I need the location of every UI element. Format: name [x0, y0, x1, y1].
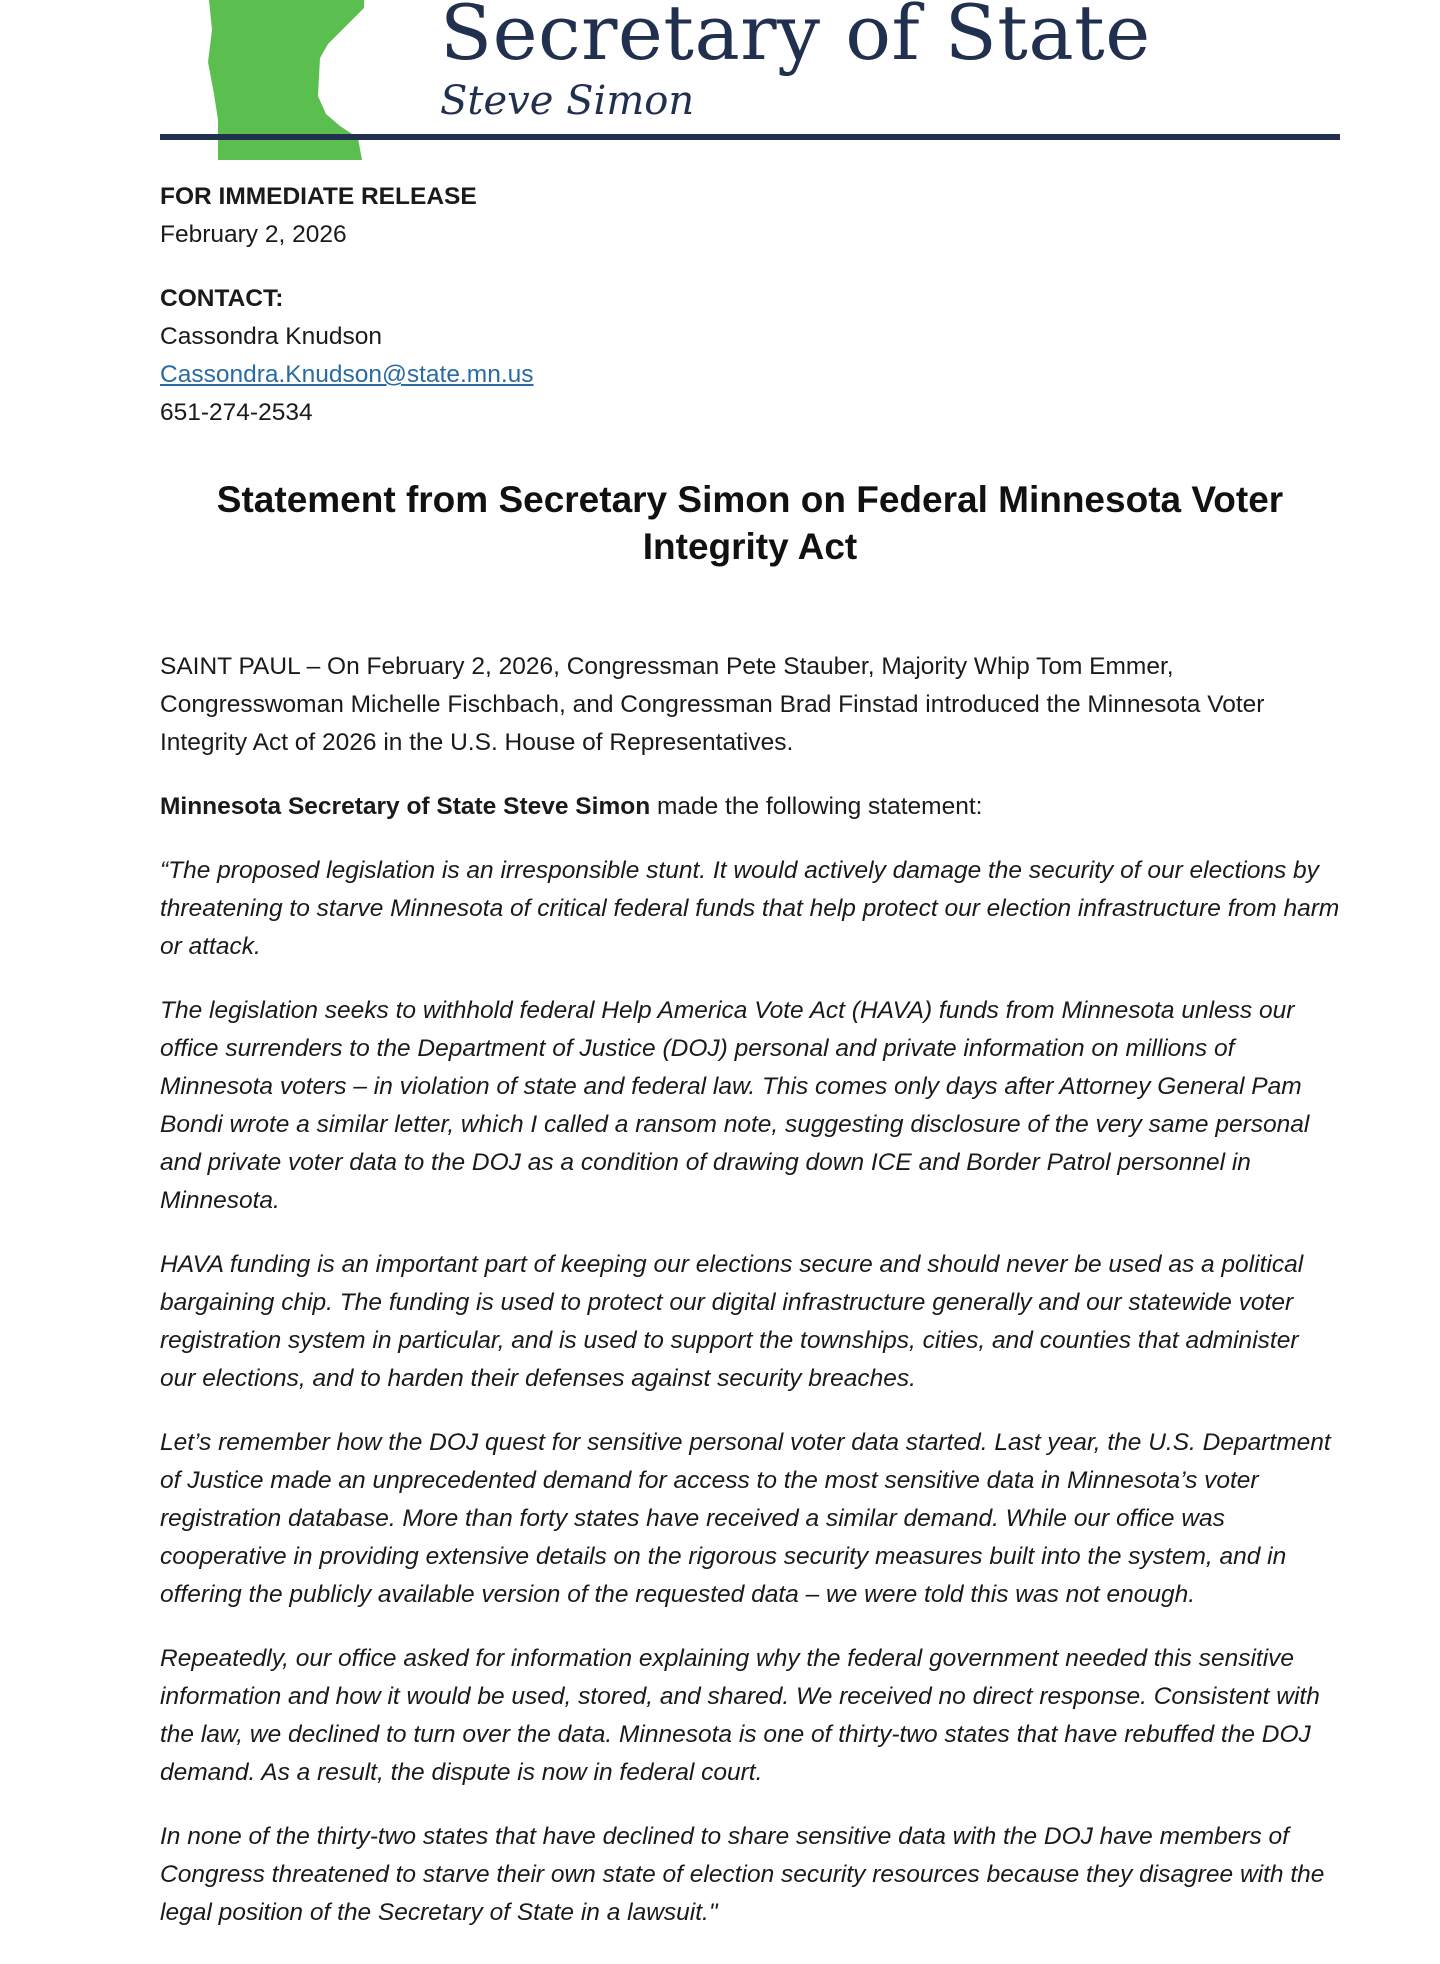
headline: Statement from Secretary Simon on Federal Minnesota Voter Integrity Act	[216, 479, 1284, 567]
quote-paragraph: Repeatedly, our office asked for information explaining why the federal government needed this sensitive information and how it would be used, stored, and shared. We received no direct response. Consistent with the law, we declined to turn over the data. Minnesota is one of thirty-two states that have rebuffed the DOJ demand. As a result, the dispute is now in federal court.	[160, 1645, 1320, 1786]
contact-label: CONTACT:	[160, 285, 284, 312]
quote-paragraph: “The proposed legislation is an irresponsible stunt. It would actively damage the security of our elections by threatening to starve Minnesota of critical federal funds that help protect our election infrastructure from harm or attack.	[160, 857, 1340, 960]
contact-email-link[interactable]: Cassondra.Knudson@state.mn.us	[160, 361, 534, 388]
contact-phone: 651-274-2534	[160, 399, 313, 426]
speaker-line	[160, 788, 1340, 826]
letterhead-title: Secretary of State	[440, 0, 1151, 77]
quote-paragraph: The legislation seeks to withhold federal Help America Vote Act (HAVA) funds from Minnesota unless our office surrenders to the Department of Justice (DOJ) personal and private information on millions of Minnesota voters – in violation of state and federal law. This comes only days after Attorney General Pam Bondi wrote a similar letter, which I called a ransom note, suggesting disclosure of the very same personal and private voter data to the DOJ as a condition of drawing down ICE and Border Patrol personnel in Minnesota.	[160, 997, 1310, 1214]
quote-paragraph: In none of the thirty-two states that have declined to share sensitive data with the DOJ have members of Congress threatened to starve their own state of election security resources because they disagree with the legal position of the Secretary of State in a lawsuit."	[160, 1823, 1325, 1926]
intro-paragraph: SAINT PAUL – On February 2, 2026, Congressman Pete Stauber, Majority Whip Tom Emmer, Congresswoman Michelle Fischbach, and Congressman Brad Finstad introduced the Minnesota Voter Integrity Act of 2026 in the U.S. House of Representatives.	[160, 653, 1265, 756]
header-divider	[160, 134, 1340, 140]
speaker-suffix: made the following statement:	[650, 793, 983, 820]
letterhead	[160, 0, 1340, 160]
quote-paragraph: Let’s remember how the DOJ quest for sensitive personal voter data started. Last year, the U.S. Department of Justice made an unprecedented demand for access to the most sensitive data in Minnesota’s voter registration database. More than forty states have received a similar demand. While our office was cooperative in providing extensive details on the rigorous security measures built into the system, and in offering the publicly available version of the requested data – we were told this was not enough.	[160, 1429, 1331, 1608]
release-label: FOR IMMEDIATE RELEASE	[160, 183, 477, 210]
quote-paragraph: HAVA funding is an important part of keeping our elections secure and should never be used as a political bargaining chip. The funding is used to protect our digital infrastructure generally and our statewide voter registration system in particular, and is used to support the townships, cities, and counties that administer our elections, and to harden their defenses against security breaches.	[160, 1251, 1304, 1392]
speaker-name: Minnesota Secretary of State Steve Simon	[160, 793, 651, 820]
press-release-body	[160, 178, 1340, 1932]
release-date: February 2, 2026	[160, 221, 347, 248]
letterhead-subtitle: Steve Simon	[440, 78, 695, 124]
contact-name: Cassondra Knudson	[160, 323, 383, 350]
spacer	[160, 254, 1340, 280]
